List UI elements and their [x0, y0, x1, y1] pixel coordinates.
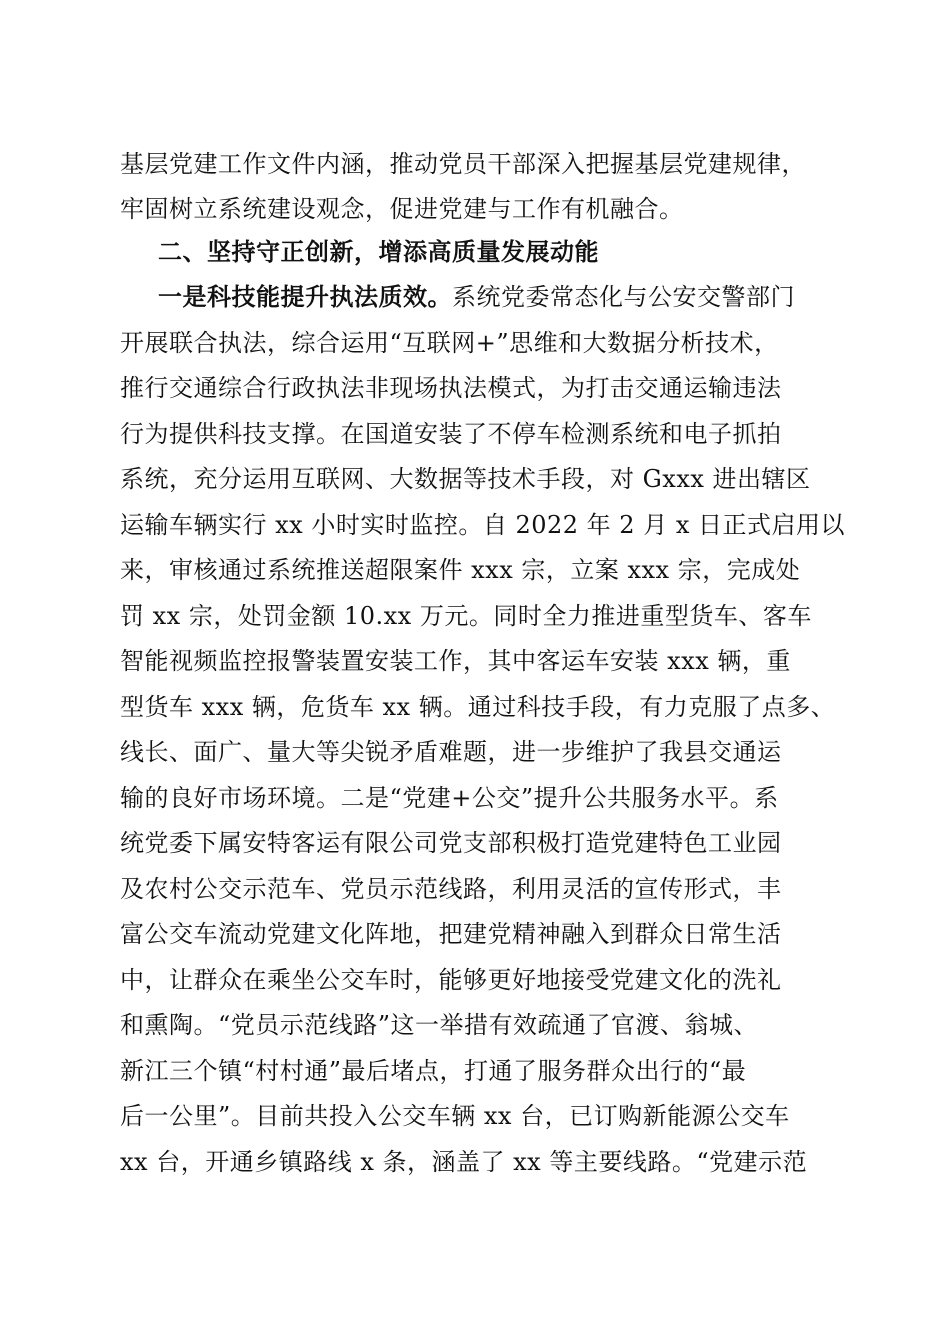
paragraph-2-line-15: 富公交车流动党建文化阵地，把建党精神融入到群众日常生活 — [120, 920, 782, 948]
section-heading: 二、坚持守正创新，增添高质量发展动能 — [158, 238, 599, 266]
paragraph-2-line-16: 中，让群众在乘坐公交车时，能够更好地接受党建文化的洗礼 — [120, 966, 782, 994]
paragraph-1-line-2: 牢固树立系统建设观念，促进党建与工作有机融合。 — [120, 195, 684, 223]
paragraph-2-line-5: 系统，充分运用互联网、大数据等技术手段，对 Gxxx 进出辖区 — [120, 465, 811, 493]
paragraph-1-line-1: 基层党建工作文件内涵，推动党员干部深入把握基层党建规律， — [120, 150, 806, 178]
paragraph-2-line-6: 运输车辆实行 xx 小时实时监控。自 2022 年 2 月 x 日正式启用以 — [120, 511, 845, 539]
paragraph-2-line-13: 统党委下属安特客运有限公司党支部积极打造党建特色工业园 — [120, 829, 782, 857]
paragraph-2-line-1 — [158, 280, 850, 314]
paragraph-2-line-18: 新江三个镇“村村通”最后堵点，打通了服务群众出行的“最 — [120, 1057, 747, 1085]
paragraph-2-line-20: xx 台，开通乡镇路线 x 条，涵盖了 xx 等主要线路。“党建示范 — [120, 1148, 808, 1176]
paragraph-2-line-4: 行为提供科技支撑。在国道安装了不停车检测系统和电子抓拍 — [120, 420, 782, 448]
paragraph-2-line-14: 及农村公交示范车、党员示范线路，利用灵活的宣传形式，丰 — [120, 875, 782, 903]
paragraph-2-line-12: 输的良好市场环境。二是“党建+公交”提升公共服务水平。系 — [120, 784, 779, 812]
paragraph-2-lead: 一是科技能提升执法质效。 — [158, 283, 452, 311]
paragraph-2-line-19: 后一公里”。目前共投入公交车辆 xx 台，已订购新能源公交车 — [120, 1102, 790, 1130]
paragraph-2-line-9: 智能视频监控报警装置安装工作，其中客运车安装 xxx 辆，重 — [120, 647, 791, 675]
paragraph-2-line-8: 罚 xx 宗，处罚金额 10.xx 万元。同时全力推进重型货车、客车 — [120, 602, 812, 630]
paragraph-2-line-10: 型货车 xxx 辆，危货车 xx 辆。通过科技手段，有力克服了点多、 — [120, 693, 836, 721]
paragraph-2-line-1-rest: 系统党委常态化与公安交警部门 — [452, 283, 795, 311]
paragraph-2-line-7: 来，审核通过系统推送超限案件 xxx 宗，立案 xxx 宗，完成处 — [120, 556, 801, 584]
paragraph-2-line-11: 线长、面广、量大等尖锐矛盾难题，进一步维护了我县交通运 — [120, 738, 782, 766]
paragraph-2-line-17: 和熏陶。“党员示范线路”这一举措有效疏通了官渡、翁城、 — [120, 1011, 759, 1039]
paragraph-2-line-2: 开展联合执法，综合运用“互联网+”思维和大数据分析技术， — [120, 329, 779, 357]
paragraph-2-line-3: 推行交通综合行政执法非现场执法模式，为打击交通运输违法 — [120, 374, 782, 402]
